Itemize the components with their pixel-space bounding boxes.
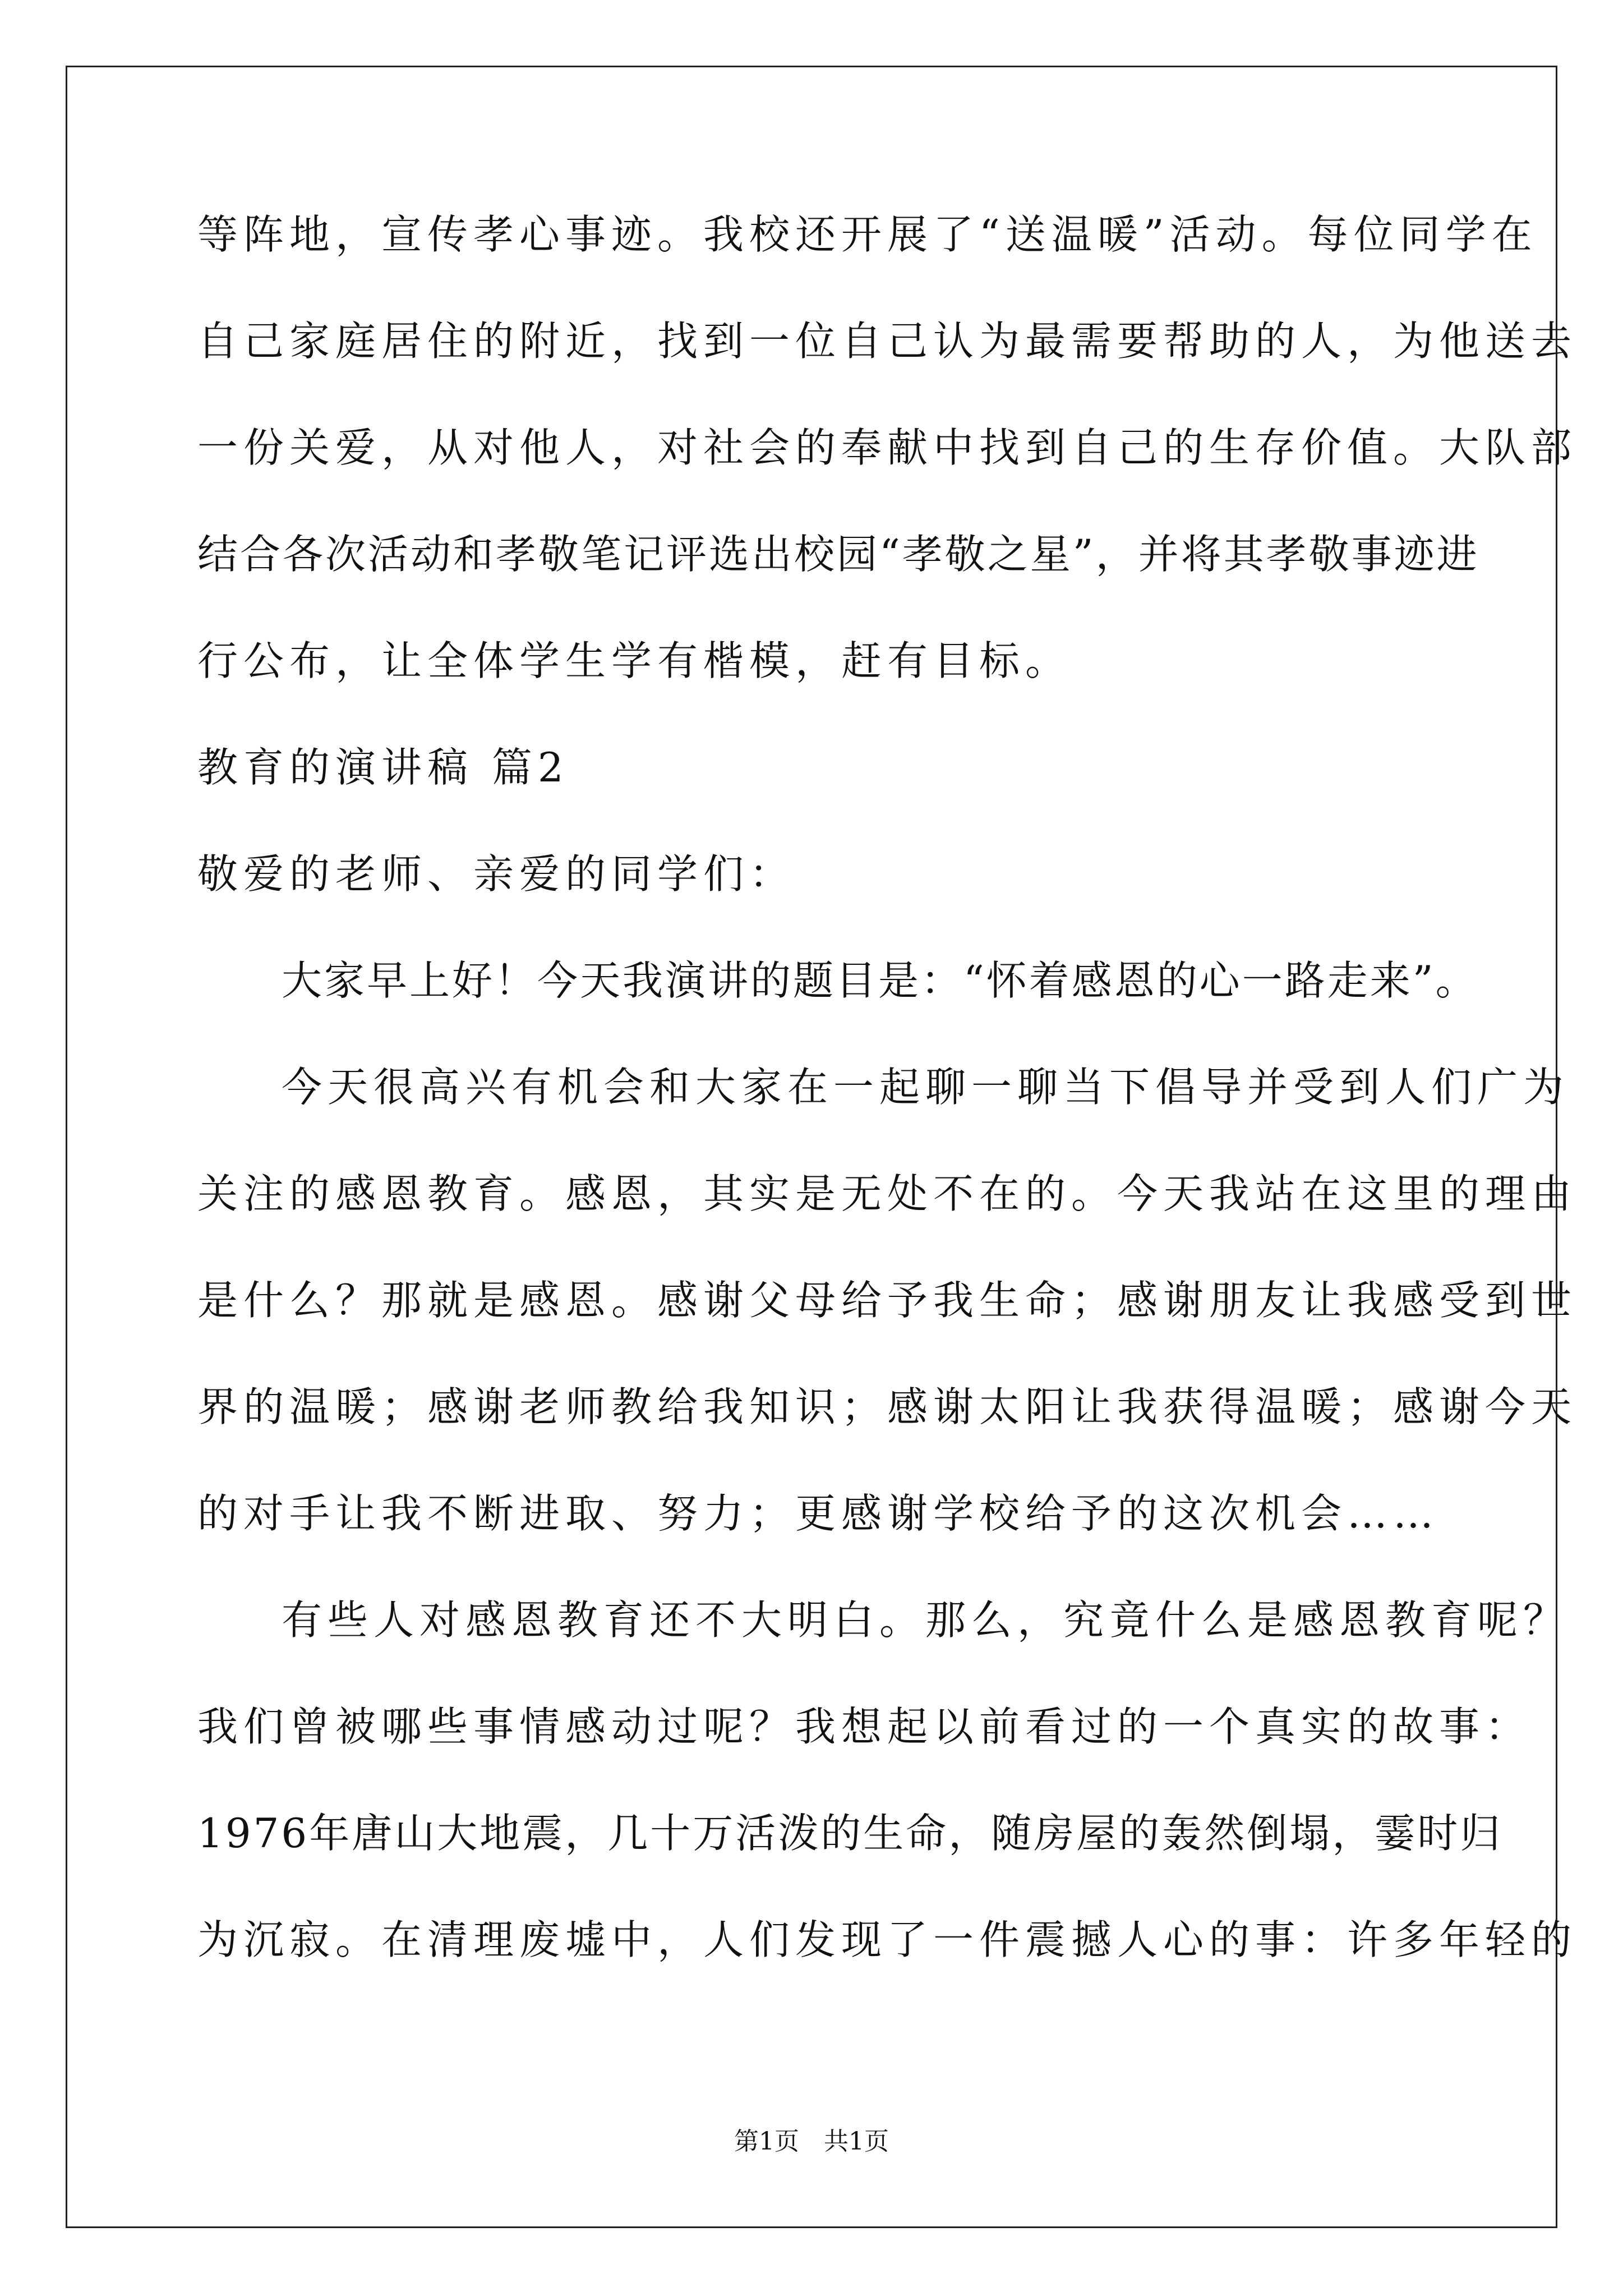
text-line: 为沉寂。在清理废墟中，人们发现了一件震撼人心的事：许多年轻的 xyxy=(197,1916,1578,1963)
text-line: 大家早上好！今天我演讲的题目是：“怀着感恩的心一路走来”。 xyxy=(282,957,1478,1004)
text-line: 是什么？那就是感恩。感谢父母给予我生命；感谢朋友让我感受到世 xyxy=(197,1277,1578,1324)
document-body xyxy=(197,208,1578,2019)
text-line: 有些人对感恩教育还不大明白。那么，究竟什么是感恩教育呢？ xyxy=(282,1596,1570,1644)
text-line: 今天很高兴有机会和大家在一起聊一聊当下倡导并受到人们广为 xyxy=(282,1064,1570,1111)
text-line: 自己家庭居住的附近，找到一位自己认为最需要帮助的人，为他送去 xyxy=(197,318,1578,365)
section-heading: 教育的演讲稿 篇2 xyxy=(197,744,569,791)
salutation: 敬爱的老师、亲爱的同学们： xyxy=(197,850,796,898)
text-line: 结合各次活动和孝敬笔记评选出校园“孝敬之星”，并将其孝敬事迹进 xyxy=(197,531,1479,578)
text-line: 一份关爱，从对他人，对社会的奉献中找到自己的生存价值。大队部 xyxy=(197,424,1578,471)
text-line: 我们曾被哪些事情感动过呢？我想起以前看过的一个真实的故事： xyxy=(197,1703,1532,1750)
text-line: 关注的感恩教育。感恩，其实是无处不在的。今天我站在这里的理由 xyxy=(197,1170,1578,1217)
text-line: 等阵地，宣传孝心事迹。我校还开展了“送温暖”活动。每位同学在 xyxy=(197,211,1538,258)
page-footer: 第1页 共1页 xyxy=(734,2127,889,2156)
text-line: 的对手让我不断进取、努力；更感谢学校给予的这次机会…… xyxy=(197,1490,1440,1537)
text-line: 行公布，让全体学生学有楷模，赶有目标。 xyxy=(197,637,1072,684)
text-line: 界的温暖；感谢老师教给我知识；感谢太阳让我获得温暖；感谢今天 xyxy=(197,1383,1578,1430)
text-line: 1976年唐山大地震，几十万活泼的生命，随房屋的轰然倒塌，霎时归 xyxy=(197,1810,1503,1857)
